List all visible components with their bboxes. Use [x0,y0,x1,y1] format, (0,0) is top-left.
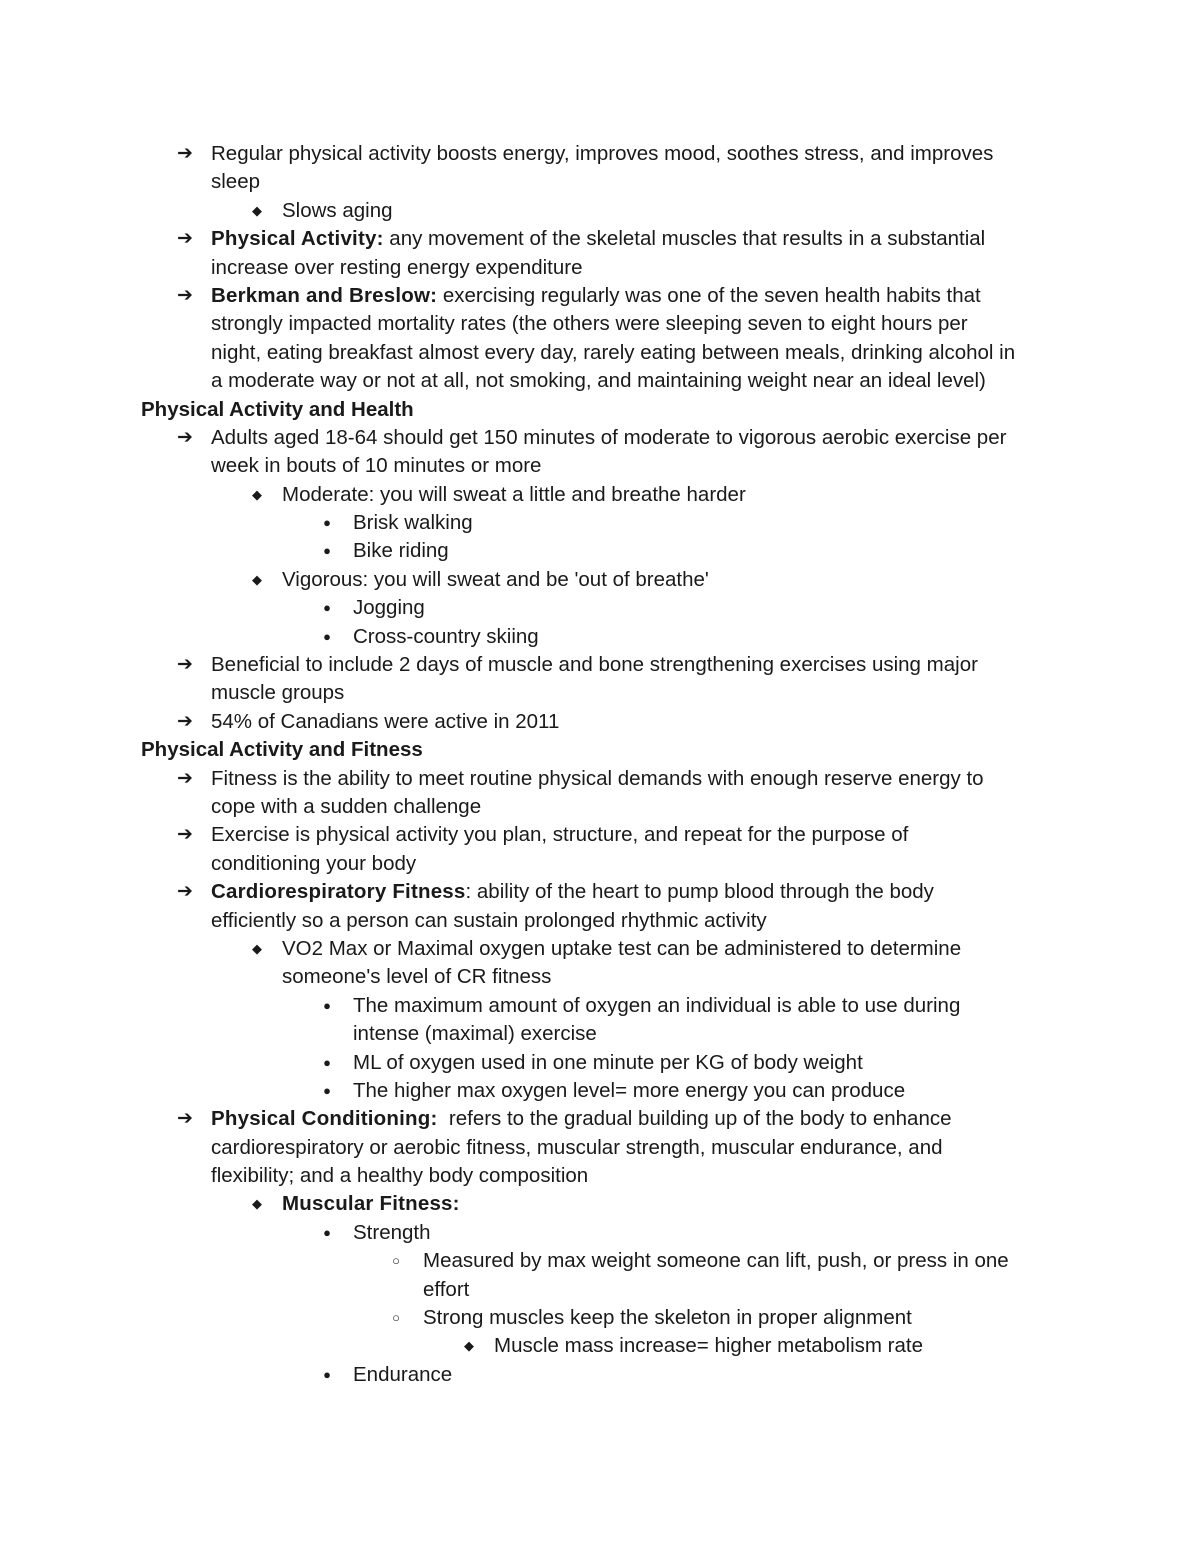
dot-bullet-icon: ● [323,628,331,644]
term-definition: : ability of the heart to pump blood through the body [465,880,934,904]
list-item-text: cardiorespiratory or aerobic fitness, muscular strength, muscular endurance, and [211,1135,943,1159]
diamond-bullet-icon: ◆ [252,940,262,956]
dot-bullet-icon: ● [323,515,331,531]
arrow-bullet-icon: ➔ [177,284,193,306]
term-label: Cardiorespiratory Fitness [211,880,466,904]
list-item [0,481,1200,509]
list-item-text: Beneficial to include 2 days of muscle and bone strengthening exercises using major [211,653,978,677]
list-item-text: increase over resting energy expenditure [211,255,583,279]
dot-bullet-icon: ● [323,1366,331,1382]
section-heading-text: Physical Activity and Fitness [141,738,423,762]
list-item-continuation [0,963,1200,991]
list-item-text: Muscle mass increase= higher metabolism rate [494,1334,923,1358]
list-item [0,197,1200,225]
list-item-continuation [0,367,1200,395]
list-item-text: Bike riding [353,539,449,563]
dot-bullet-icon: ● [323,600,331,616]
diamond-bullet-icon: ◆ [252,202,262,218]
arrow-bullet-icon: ➔ [177,824,193,846]
list-item [0,935,1200,963]
diamond-bullet-icon: ◆ [252,486,262,502]
term-label: Muscular Fitness: [282,1192,460,1216]
list-item-text: conditioning your body [211,851,417,875]
list-item [0,1332,1200,1360]
list-item-text: a moderate way or not at all, not smoking, and maintaining weight near an ideal level) [211,369,986,393]
list-item-text: effort [423,1277,470,1301]
list-item-continuation [0,679,1200,707]
list-item [0,1361,1200,1389]
list-item-text: someone's level of CR fitness [282,965,552,989]
arrow-bullet-icon: ➔ [177,767,193,789]
dot-bullet-icon: ● [323,997,331,1013]
list-item-continuation [0,1134,1200,1162]
list-item [0,1190,1200,1218]
list-item-text: Adults aged 18-64 should get 150 minutes of moderate to vigorous aerobic exercise per [211,425,1007,449]
term-definition: exercising regularly was one of the seven health habits that [437,283,981,307]
list-item-text: 54% of Canadians were active in 2011 [211,709,560,733]
section-heading-text: Physical Activity and Health [141,397,414,421]
list-item-continuation [0,793,1200,821]
list-item-text: Slows aging [282,198,393,222]
list-item-continuation [0,1276,1200,1304]
dot-bullet-icon: ● [323,1054,331,1070]
document-body [0,140,1200,1389]
circle-bullet-icon: ○ [392,1253,400,1269]
list-item [0,651,1200,679]
list-item [0,1077,1200,1105]
list-item [0,878,1200,906]
list-item [0,537,1200,565]
term-definition: any movement of the skeletal muscles that results in a substantial [383,227,986,251]
list-item-continuation [0,168,1200,196]
list-item-text: Strong muscles keep the skeleton in proper alignment [423,1306,912,1330]
list-item [0,509,1200,537]
list-item [0,1049,1200,1077]
circle-bullet-icon: ○ [392,1310,400,1326]
section-heading [0,736,1200,764]
list-item [0,1304,1200,1332]
list-item [0,708,1200,736]
list-item-text: Measured by max weight someone can lift, push, or press in one [423,1249,1009,1273]
list-item-text: muscle groups [211,681,345,705]
list-item-text: The higher max oxygen level= more energy you can produce [353,1078,906,1102]
list-item-text: Exercise is physical activity you plan, structure, and repeat for the purpose of [211,823,909,847]
list-item-continuation [0,310,1200,338]
dot-bullet-icon: ● [323,1224,331,1240]
list-item-text: Fitness is the ability to meet routine physical demands with enough reserve energy to [211,766,984,790]
list-item [0,566,1200,594]
term-label: Berkman and Breslow: [211,283,438,307]
arrow-bullet-icon: ➔ [177,881,193,903]
list-item-continuation [0,452,1200,480]
list-item [0,765,1200,793]
list-item-text: Moderate: you will sweat a little and breathe harder [282,482,746,506]
list-item [0,282,1200,310]
list-item-continuation [0,339,1200,367]
list-item-continuation [0,1162,1200,1190]
list-item [0,1105,1200,1133]
arrow-bullet-icon: ➔ [177,1108,193,1130]
diamond-bullet-icon: ◆ [252,571,262,587]
list-item-text: Cross-country skiing [353,624,539,648]
list-item-text: Strength [353,1220,431,1244]
dot-bullet-icon: ● [323,1082,331,1098]
diamond-bullet-icon: ◆ [252,1196,262,1212]
list-item-text: Endurance [353,1362,453,1386]
dot-bullet-icon: ● [323,543,331,559]
arrow-bullet-icon: ➔ [177,710,193,732]
list-item-text: Brisk walking [353,511,473,535]
list-item-text: Vigorous: you will sweat and be 'out of breathe' [282,567,709,591]
term-definition: refers to the gradual building up of the body to enhance [437,1107,952,1131]
list-item [0,225,1200,253]
list-item-text: Regular physical activity boosts energy, improves mood, soothes stress, and improves [211,142,994,165]
list-item-text: night, eating breakfast almost every day, rarely eating between meals, drinking alcohol in [211,340,1016,364]
list-item [0,594,1200,622]
list-item [0,1219,1200,1247]
list-item-text: strongly impacted mortality rates (the others were sleeping seven to eight hours per [211,312,968,336]
list-item-text: cope with a sudden challenge [211,794,482,818]
list-item-text: intense (maximal) exercise [353,1022,597,1046]
list-item [0,1247,1200,1275]
list-item-text: flexibility; and a healthy body composition [211,1164,589,1188]
list-item [0,140,1200,168]
list-item [0,992,1200,1020]
list-item-text: efficiently so a person can sustain prolonged rhythmic activity [211,908,767,932]
list-item-text: ML of oxygen used in one minute per KG of body weight [353,1050,863,1074]
arrow-bullet-icon: ➔ [177,426,193,448]
section-heading [0,396,1200,424]
term-label: Physical Activity: [211,227,384,251]
list-item-continuation [0,1020,1200,1048]
arrow-bullet-icon: ➔ [177,228,193,250]
list-item-continuation [0,907,1200,935]
list-item-text: week in bouts of 10 minutes or more [211,454,542,478]
arrow-bullet-icon: ➔ [177,654,193,676]
list-item-text: sleep [211,170,261,194]
list-item [0,821,1200,849]
arrow-bullet-icon: ➔ [177,143,193,164]
diamond-bullet-icon: ◆ [464,1338,474,1354]
list-item-text: VO2 Max or Maximal oxygen uptake test can be administered to determine [282,936,962,960]
list-item-continuation [0,850,1200,878]
list-item [0,424,1200,452]
list-item-continuation [0,254,1200,282]
list-item-text: Jogging [353,596,425,620]
term-label: Physical Conditioning: [211,1107,438,1131]
list-item-text: The maximum amount of oxygen an individual is able to use during [353,993,961,1017]
list-item [0,623,1200,651]
